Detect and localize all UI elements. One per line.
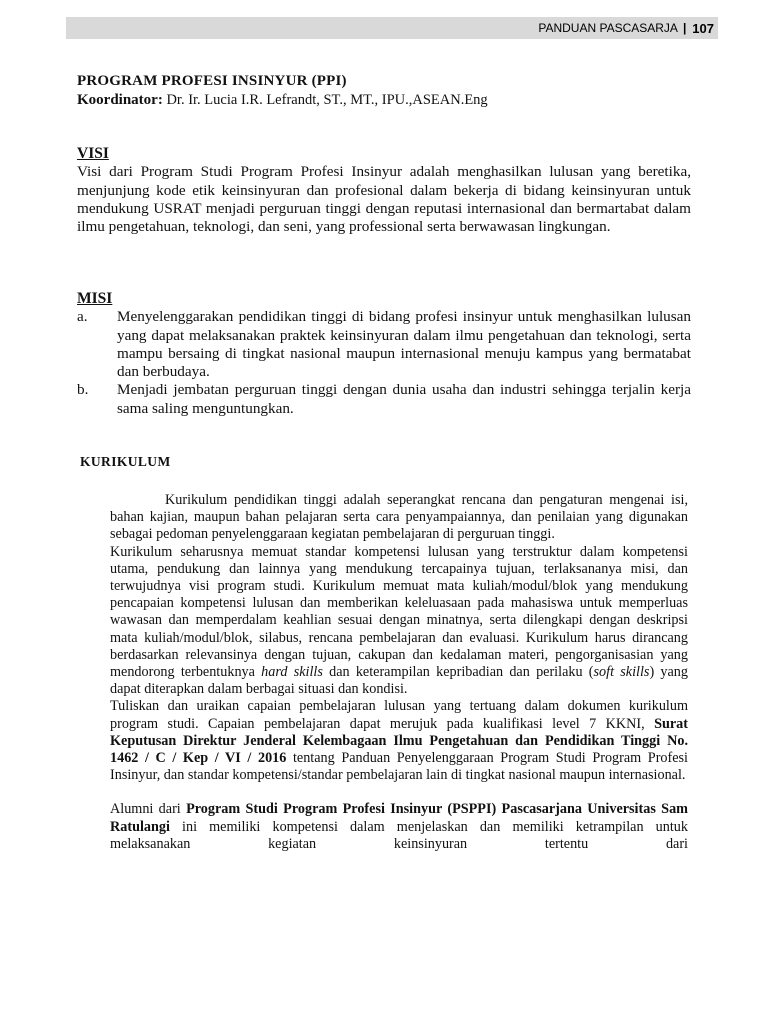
header-separator: |: [682, 21, 687, 35]
header-label: PANDUAN PASCASARJA: [538, 21, 678, 35]
program-title-block: [77, 72, 697, 110]
visi-section: [77, 145, 691, 236]
psppi-name: Program Studi Program Profesi Insinyur (PSPPI) Pascasarjana Universitas Sam Ratulangi: [110, 801, 688, 835]
coordinator-name: Dr. Ir. Lucia I.R. Lefrandt, ST., MT., IPU.,ASEAN.Eng: [166, 92, 488, 108]
page-header: [66, 17, 718, 39]
kurikulum-paragraph-2: [110, 544, 688, 699]
coordinator-line: [77, 91, 697, 110]
soft-skills-term: soft skills: [593, 664, 650, 681]
p4-text-a: Alumni dari: [110, 801, 187, 818]
p3-text-a: Tuliskan dan uraikan capaian pembelajaran lulusan yang tertuang dalam dokumen kurikulum program studi. Capaian pembelajaran dapat merujuk pada kualifikasi level 7 KKNI,: [110, 698, 688, 732]
misi-list: [77, 308, 691, 418]
misi-heading: MISI: [77, 290, 113, 307]
misi-item: [77, 308, 691, 381]
coordinator-label: Koordinator:: [77, 92, 163, 108]
kurikulum-paragraph-4: [110, 801, 688, 853]
misi-item: [77, 381, 691, 418]
kurikulum-heading: KURIKULUM: [80, 454, 171, 469]
kurikulum-paragraph-1: Kurikulum pendidikan tinggi adalah seperangkat rencana dan pengaturan mengenai isi, bahan kajian, maupun bahan pelajaran serta cara penyampaiannya, dan penilaian yang digunakan sebagai pedoman penyelenggaraan kegiatan pembelajaran di perguruan tinggi.: [110, 492, 688, 543]
hard-skills-term: hard skills: [261, 664, 323, 681]
program-title: PROGRAM PROFESI INSINYUR (PPI): [77, 73, 347, 89]
paragraph-gap: [110, 784, 688, 801]
misi-marker: b.: [77, 381, 89, 399]
p2-text-a: Kurikulum seharusnya memuat standar kompetensi lulusan yang terstruktur dalam kompetensi utama, pendukung dan lainnya yang mendukung tercapainya tujuan, terlaksananya misi, dan terwujudnya visi program studi. Kurikulum memuat mata kuliah/modul/blok yang mendukung pencapaian kompetensi lulusan dan memberikan keleluasaan pada mahasiswa untuk memperluas wawasan dan memperdalam keahlian sesuai dengan minatnya, serta dilengkapi dengan deskripsi mata kuliah/modul/blok, silabus, rencana pembelajaran dan evaluasi. Kurikulum harus dirancang berdasarkan relevansinya dengan tujuan, cakupan dan kedalaman materi, pengorganisasian yang mendorong terbentuknya: [110, 543, 688, 681]
misi-marker: a.: [77, 308, 88, 326]
misi-text: Menyelenggarakan pendidikan tinggi di bidang profesi insinyur untuk menghasilkan lulusan yang dapat melaksanakan praktek keinsinyuran dalam ilmu pengetahuan dan teknologi, serta mampu bersaing di tingkat nasional maupun internasional menuju kampus yang bermatabat dan berbudaya.: [117, 308, 691, 381]
visi-text: Visi dari Program Studi Program Profesi Insinyur adalah menghasilkan lulusan yang beretika, menjunjung kode etik keinsinyuran dan profesional dalam bekerja di bidang keinsinyuran untuk mendukung USRAT menjadi perguruan tinggi dengan reputasi internasional dan bermartabat dalam ilmu pengetahuan, teknologi, dan seni, yang professional serta berwawasan lingkungan.: [77, 163, 691, 236]
p2-text-b: dan keterampilan kepribadian dan perilaku (: [322, 664, 594, 681]
kurikulum-paragraph-3: [110, 698, 688, 784]
misi-text: Menjadi jembatan perguruan tinggi dengan dunia usaha dan industri sehingga terjalin kerja sama saling menguntungkan.: [117, 381, 691, 417]
visi-heading: VISI: [77, 145, 109, 162]
p4-text-b: ini memiliki kompetensi dalam menjelaskan dan memiliki ketrampilan untuk melaksanakan kegiatan keinsinyuran tertentu dari: [110, 818, 688, 852]
misi-section: [77, 290, 691, 418]
sk-dirjen-reference: Surat Keputusan Direktur Jenderal Kelembagaan Ilmu Pengetahuan dan Pendidikan Tinggi No. 1462 / C / Kep / VI / 2016: [110, 715, 688, 767]
kurikulum-body: [110, 492, 688, 853]
page-number: 107: [692, 20, 714, 36]
p2-text-c: ) yang dapat diterapkan dalam berbagai situasi dan kondisi.: [110, 664, 688, 698]
p3-text-b: tentang Panduan Penyelenggaraan Program Studi Program Profesi Insinyur, dan standar kompetensi/standar pembelajaran lain di tingkat nasional maupun internasional.: [110, 750, 688, 784]
